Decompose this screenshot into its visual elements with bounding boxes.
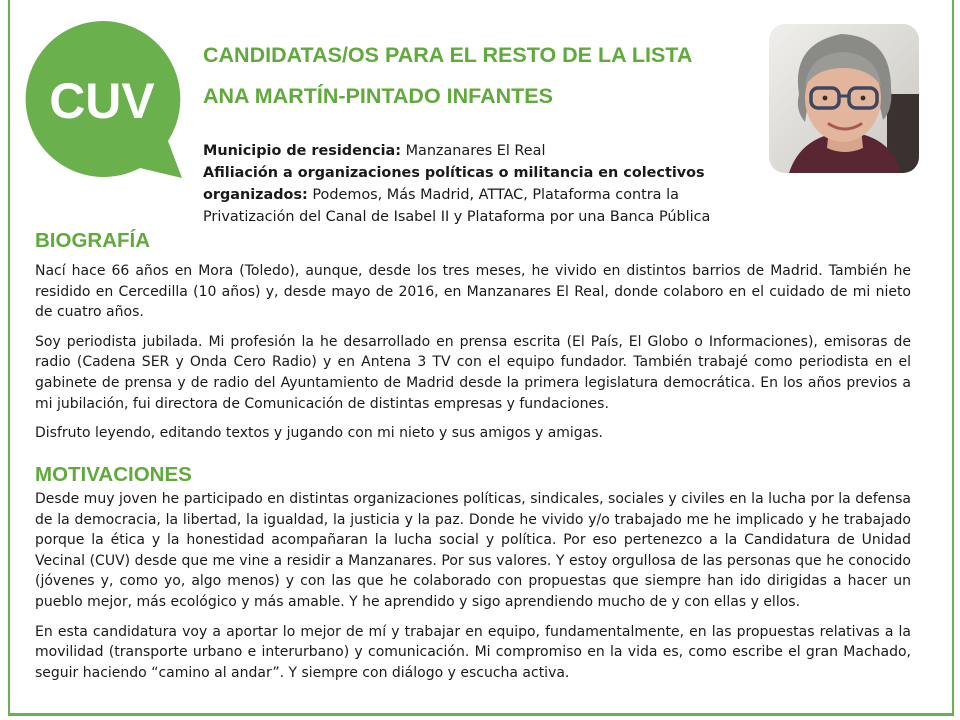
- biografia-title: BIOGRAFÍA: [35, 229, 151, 252]
- afiliacion-value: Podemos, Más Madrid, ATTAC, Plataforma contra la Privatización del Canal de Isabel II y Plataforma por una Banca Pública: [203, 187, 711, 225]
- biografia-text: [35, 261, 911, 453]
- afiliacion-line: [203, 162, 763, 228]
- afiliacion-label: Afiliación a organizaciones políticas o militancia en colectivos organizados:: [203, 165, 705, 203]
- cuv-logo: [22, 17, 186, 180]
- list-title: CANDIDATAS/OS PARA EL RESTO DE LA LISTA: [203, 43, 693, 67]
- biografia-paragraph: Disfruto leyendo, editando textos y jugando con mi nieto y sus amigos y amigas.: [35, 425, 604, 442]
- candidate-photo: [769, 24, 919, 173]
- municipio-label: Municipio de residencia:: [203, 143, 401, 159]
- motivaciones-text: [35, 489, 911, 692]
- biografia-paragraph: Nací hace 66 años en Mora (Toledo), aunque, desde los tres meses, he vivido en distintos barrios de Madrid. También he residido en Cercedilla (10 años) y, desde mayo de 2016, en Manzanares El Real, donde colaboro en el cuidado de mi nieto de cuatro años.: [35, 263, 911, 321]
- candidate-name: ANA MARTÍN-PINTADO INFANTES: [203, 84, 553, 108]
- motivaciones-paragraph: En esta candidatura voy a aportar lo mejor de mí y trabajar en equipo, fundamentalmente, en las propuestas relativas a la movilidad (transporte urbano e interurbano) y comunicación. Mi compromiso en la vida es, como escribe el gran Machado, seguir haciendo “camino al andar”. Y siempre con diálogo y escucha activa.: [35, 623, 911, 681]
- municipio-line: [203, 140, 763, 162]
- motivaciones-paragraph: Desde muy joven he participado en distintas organizaciones políticas, sindicales, sociales y civiles en la lucha por la defensa de la democracia, la libertad, la igualdad, la justicia y la paz. Donde he vivido y/o trabajado me he implicado y he trabajado porque la ética y la honestidad acompañaran la lucha social y política. Por eso pertenezco a la Candidatura de Unidad Vecinal (CUV) desde que me vine a residir a Manzanares. Por sus valores. Y estoy orgullosa de las personas que he conocido (jóvenes y, como yo, algo menos) y con las que he colaborado con propuestas que siempre han ido dirigidas a hacer un pueblo mejor, más ecológico y más amable. Y he aprendido y sigo aprendiendo mucho de y con ellas y ellos.: [35, 491, 911, 610]
- motivaciones-title: MOTIVACIONES: [35, 463, 192, 486]
- biografia-paragraph: Soy periodista jubilada. Mi profesión la he desarrollado en prensa escrita (El País, El Globo o Informaciones), emisoras de radio (Cadena SER y Onda Cero Radio) y en Antena 3 TV con el equipo fundador. También trabajé como periodista en el gabinete de prensa y de radio del Ayuntamiento de Madrid desde la primera legislatura democrática. En los años previos a mi jubilación, fui directora de Comunicación de distintas empresas y fundaciones.: [35, 333, 911, 412]
- logo-text: CUV: [49, 73, 155, 129]
- candidate-info: [203, 140, 763, 228]
- municipio-value: Manzanares El Real: [405, 143, 546, 159]
